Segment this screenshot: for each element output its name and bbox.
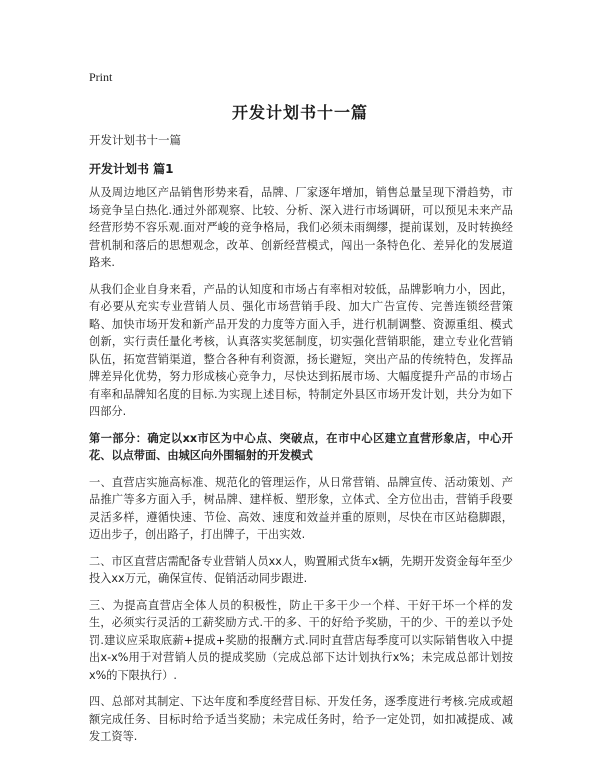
paragraph-intro: 从及周边地区产品销售形势来看，品牌、厂家逐年增加，销售总量呈现下滑趋势，市场竞争呈白热化.通过外部观察、比较、分析、深入进行市场调研，可以预见未来产品经营形势不容乐观.面对严峻的竞争格局，我们必须未雨绸缪，提前谋划，及时转换经营机制和落后的思想观念，改革、创新经营模式，闯出一条特色化、差异化的发展道路来. bbox=[89, 186, 513, 269]
document-subtitle: 开发计划书十一篇 bbox=[89, 133, 181, 147]
paragraph-self-analysis: 从我们企业自身来看，产品的认知度和市场占有率相对较低，品牌影响力小，因此，有必要从充实专业营销人员、强化市场营销手段、加大广告宣传、完善连锁经营策略、加快市场开发和新产品开发的力度等方面入手，进行机制调整、资源重组、模式创新，实行责任量化考核，认真落实奖惩制度，切实强化营销职能，建立专业化营销队伍，拓宽营销渠道，整合各种有利资源，扬长避短，突出产品的传统特色，发挥品牌差异化优势，努力形成核心竞争力，尽快达到拓展市场、大幅度提升产品的市场占有率和品牌知名度的目标.为实现上述目标，特制定外县区市场开发计划，共分为如下四部分. bbox=[89, 282, 513, 418]
part-one-heading: 第一部分：确定以xx市区为中心点、突破点，在市中心区建立直营形象店，中心开花、以点带面、由城区向外围辐射的开发模式 bbox=[89, 431, 513, 462]
paragraph-item-2: 二、市区直营店需配备专业营销人员xx人，购置厢式货车x辆，先期开发资金每年至少投入xx万元，确保宣传、促销活动同步跟进. bbox=[89, 554, 513, 585]
document-title: 开发计划书十一篇 bbox=[231, 103, 368, 122]
document-body bbox=[89, 184, 513, 755]
paragraph-item-3: 三、为提高直营店全体人员的积极性，防止干多干少一个样、干好干坏一个样的发生，必须实行灵活的工薪奖励方式.干的多、干的好给予奖励，干的少、干的差以予处罚.建议应采取底薪+提成+奖励的报酬方式.同时直营店每季度可以实际销售收入中提出x-x%用于对营销人员的提成奖励（完成总部下达计划执行x%；未完成总部计划按x%的下限执行）. bbox=[89, 598, 513, 682]
print-link[interactable]: Print bbox=[89, 70, 113, 84]
paragraph-item-4: 四、总部对其制定、下达年度和季度经营目标、开发任务，逐季度进行考核.完成或超额完成任务、目标时给予适当奖励；未完成任务时，给予一定处罚，如扣减提成、减发工资等. bbox=[89, 695, 513, 743]
section-heading: 开发计划书 篇1 bbox=[89, 162, 174, 176]
paragraph-item-1: 一、直营店实施高标准、规范化的管理运作，从日常营销、品牌宣传、活动策划、产品推广等多方面入手，树品牌、建样板、塑形象，立体式、全方位出击，营销手段要灵活多样，遵循快速、节俭、高效、速度和效益并重的原则，尽快在市区站稳脚跟，迈出步子，创出路子，打出牌子，干出实效. bbox=[89, 475, 513, 541]
